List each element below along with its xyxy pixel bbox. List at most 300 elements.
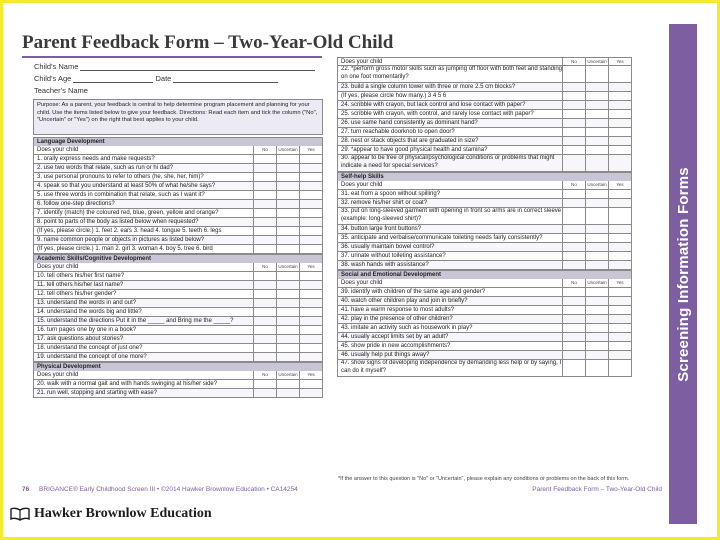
table-row [337, 92, 632, 101]
table-row [337, 110, 632, 119]
open-book-icon [10, 507, 30, 521]
table-row [33, 299, 323, 308]
checkbox-no[interactable] [253, 155, 276, 163]
checkbox-no[interactable] [253, 191, 276, 199]
table-row [337, 208, 632, 225]
child-age-label: Child's Age [34, 74, 72, 83]
item-text: 11. tell others his/her last name? [37, 282, 124, 288]
checkbox-no[interactable] [253, 272, 276, 280]
checkbox-yes[interactable] [608, 225, 631, 233]
checkbox-no[interactable] [562, 101, 585, 109]
table-row [337, 190, 632, 199]
item-text: 5. use three words in combination that relate, such as I want it? [37, 192, 205, 198]
item-text: 45. show pride in new accomplishments? [341, 343, 451, 349]
physical-rows [33, 380, 323, 398]
item-text: 44. usually accept limits set by an adult? [341, 334, 449, 340]
checkbox-no[interactable] [562, 252, 585, 260]
child-age-field[interactable] [73, 75, 153, 83]
brand-name: Hawker Brownlow Education [34, 506, 212, 521]
checkbox-no[interactable] [562, 297, 585, 305]
checkbox-yes[interactable] [299, 317, 322, 325]
column-header-does: Does your child [341, 280, 383, 286]
item-text: 24. scribble with crayon, but lack control and lose contact with paper? [341, 102, 526, 108]
checkbox-no[interactable] [562, 110, 585, 118]
table-row [33, 281, 323, 290]
checkbox-yes[interactable] [608, 155, 631, 171]
column-header-no: No [253, 263, 276, 271]
checkbox-uncertain[interactable] [585, 225, 608, 233]
checkbox-no[interactable] [562, 128, 585, 136]
column-header-does: Does your child [341, 59, 383, 65]
checkbox-no[interactable] [562, 342, 585, 350]
checkbox-yes[interactable] [608, 306, 631, 314]
checkbox-no[interactable] [253, 209, 276, 217]
checkbox-no[interactable] [253, 380, 276, 388]
physical-cont-rows [337, 66, 632, 172]
item-text: 3. use personal pronouns to refer to others (he, she, her, him)? [37, 174, 204, 180]
table-row [33, 164, 323, 173]
item-text: 14. understand the words big and little? [37, 309, 142, 315]
item-text: 15. understand the directions Put it in the _____ and Bring me the _____? [37, 318, 234, 324]
checkbox-uncertain[interactable] [585, 342, 608, 350]
column-header-yes: Yes [608, 58, 631, 65]
table-row [33, 218, 323, 227]
language-rows [33, 155, 323, 254]
item-text: (If yes, please circle.) 1. man 2. girl 3. woman 4. boy 5. tree 6. bird [37, 246, 213, 252]
item-text: 47. show signs of developing independence by demanding less help or by saying, I can do it myself? [341, 360, 562, 374]
checkbox-uncertain[interactable] [276, 209, 299, 217]
checkbox-no[interactable] [562, 225, 585, 233]
item-text: 25. scribble with crayon, with control, and rarely lose contact with paper? [341, 111, 534, 117]
item-text: 18. understand the concept of just one? [37, 345, 143, 351]
footer-form-name: Parent Feedback Form – Two-Year-Old Child [532, 486, 662, 493]
table-row [337, 234, 632, 243]
checkbox-uncertain[interactable] [585, 66, 608, 82]
checkbox-no[interactable] [562, 137, 585, 145]
table-row [337, 146, 632, 155]
checkbox-no[interactable] [253, 173, 276, 181]
checkbox-no[interactable] [562, 261, 585, 269]
checkbox-yes[interactable] [299, 227, 322, 235]
checkbox-yes[interactable] [299, 191, 322, 199]
social-rows [337, 288, 632, 377]
checkbox-no[interactable] [253, 227, 276, 235]
checkbox-uncertain[interactable] [585, 261, 608, 269]
checkbox-uncertain[interactable] [276, 155, 299, 163]
table-row [337, 360, 632, 377]
table-row [33, 290, 323, 299]
column-header-no: No [562, 181, 585, 189]
table-row [33, 182, 323, 191]
item-text: 26. use same hand consistently as dominant hand? [341, 120, 478, 126]
checkbox-no[interactable] [562, 199, 585, 207]
table-row [33, 155, 323, 164]
item-text: 6. follow one-step directions? [37, 201, 115, 207]
checkbox-yes[interactable] [608, 110, 631, 118]
checkbox-yes[interactable] [608, 137, 631, 145]
child-age-row [34, 74, 278, 83]
item-text: 36. usually maintain bowel control? [341, 244, 435, 250]
column-header-row [33, 371, 323, 380]
checkbox-no[interactable] [562, 119, 585, 127]
item-text: 7. identify (match) the coloured red, blue, green, yellow and orange? [37, 210, 219, 216]
checkbox-uncertain[interactable] [585, 155, 608, 171]
checkbox-yes[interactable] [299, 344, 322, 352]
checkbox-uncertain[interactable] [585, 306, 608, 314]
table-row [337, 225, 632, 234]
table-row [33, 209, 323, 218]
checkbox-no[interactable] [253, 308, 276, 316]
footnote: *If the answer to this question is "No" or "Uncertain", please explain any conditions or problems on the back of this form. [338, 476, 630, 482]
table-row [337, 199, 632, 208]
table-row [337, 101, 632, 110]
teacher-name-row [34, 86, 88, 95]
item-text: 21. run well, stopping and starting with ease? [37, 390, 158, 396]
table-row [337, 137, 632, 146]
checkbox-yes[interactable] [299, 236, 322, 244]
checkbox-uncertain[interactable] [276, 299, 299, 307]
item-text: (If yes, please circle how many.) 3 4 5 6 [341, 93, 447, 99]
checkbox-no[interactable] [562, 190, 585, 198]
checkbox-no[interactable] [562, 351, 585, 359]
checkbox-uncertain[interactable] [276, 173, 299, 181]
checkbox-yes[interactable] [608, 146, 631, 154]
checkbox-yes[interactable] [608, 199, 631, 207]
checkbox-yes[interactable] [608, 119, 631, 127]
table-row [33, 272, 323, 281]
checkbox-no[interactable] [562, 333, 585, 341]
checkbox-yes[interactable] [608, 66, 631, 82]
checkbox-uncertain[interactable] [276, 218, 299, 226]
checkbox-uncertain[interactable] [585, 243, 608, 251]
publisher-line: BRIGANCE® Early Childhood Screen III • ©2014 Hawker Brownlow Education • CA14254 [39, 486, 298, 493]
checkbox-no[interactable] [562, 66, 585, 82]
checkbox-no[interactable] [253, 236, 276, 244]
checkbox-uncertain[interactable] [585, 110, 608, 118]
checkbox-yes[interactable] [608, 360, 631, 376]
checkbox-no[interactable] [562, 208, 585, 224]
column-header-row [337, 57, 632, 66]
checkbox-uncertain[interactable] [585, 360, 608, 376]
item-text: 19. understand the concept of one more? [37, 354, 147, 360]
checkbox-no[interactable] [562, 306, 585, 314]
checkbox-no[interactable] [562, 288, 585, 296]
checkbox-yes[interactable] [608, 252, 631, 260]
checkbox-uncertain[interactable] [585, 351, 608, 359]
item-text: 13. understand the words in and out? [37, 300, 137, 306]
checkbox-uncertain[interactable] [276, 272, 299, 280]
table-row [33, 380, 323, 389]
table-row [33, 173, 323, 182]
checkbox-no[interactable] [562, 360, 585, 376]
selfhelp-rows [337, 190, 632, 270]
left-column [33, 137, 323, 398]
item-text: 39. identify with children of the same age and gender? [341, 289, 486, 295]
table-row [33, 245, 323, 254]
checkbox-no[interactable] [253, 164, 276, 172]
checkbox-yes[interactable] [299, 245, 322, 253]
column-header-uncertain: Uncertain [276, 146, 299, 154]
checkbox-yes[interactable] [608, 342, 631, 350]
table-row [33, 353, 323, 362]
checkbox-yes[interactable] [299, 353, 322, 361]
table-row [337, 288, 632, 297]
checkbox-uncertain[interactable] [276, 326, 299, 334]
checkbox-yes[interactable] [299, 218, 322, 226]
item-text: 16. turn pages one by one in a book? [37, 327, 137, 333]
table-row [337, 155, 632, 172]
checkbox-uncertain[interactable] [276, 200, 299, 208]
checkbox-yes[interactable] [608, 208, 631, 224]
checkbox-yes[interactable] [608, 324, 631, 332]
child-name-label: Child's Name [34, 62, 79, 71]
table-row [337, 333, 632, 342]
checkbox-no[interactable] [562, 155, 585, 171]
checkbox-no[interactable] [562, 146, 585, 154]
table-row [337, 315, 632, 324]
checkbox-yes[interactable] [608, 83, 631, 91]
checkbox-uncertain[interactable] [276, 389, 299, 397]
checkbox-no[interactable] [562, 92, 585, 100]
item-text: 35. anticipate and verbalise/communicate toileting needs fairly consistently? [341, 235, 543, 241]
date-field[interactable] [173, 75, 278, 83]
item-text: 41. have a warm response to most adults? [341, 307, 455, 313]
checkbox-uncertain[interactable] [585, 252, 608, 260]
checkbox-no[interactable] [253, 245, 276, 253]
checkbox-no[interactable] [253, 326, 276, 334]
checkbox-uncertain[interactable] [585, 234, 608, 242]
checkbox-uncertain[interactable] [585, 333, 608, 341]
item-text: 32. remove his/her shirt or coat? [341, 200, 428, 206]
column-header-row [33, 146, 323, 155]
child-name-field[interactable] [80, 63, 315, 71]
table-row [33, 344, 323, 353]
item-text: 43. imitate an activity such as housework in play? [341, 325, 473, 331]
checkbox-no[interactable] [253, 281, 276, 289]
column-header-no: No [253, 146, 276, 154]
column-header-yes: Yes [299, 371, 322, 379]
column-header-does: Does your child [37, 147, 79, 153]
checkbox-uncertain[interactable] [276, 344, 299, 352]
table-row [337, 83, 632, 92]
item-text: 20. walk with a normal gait and with hands swinging at his/her side? [37, 381, 218, 387]
checkbox-yes[interactable] [608, 315, 631, 323]
table-row [337, 342, 632, 351]
checkbox-uncertain[interactable] [585, 146, 608, 154]
table-row [337, 243, 632, 252]
column-header-no: No [253, 371, 276, 379]
checkbox-yes[interactable] [608, 351, 631, 359]
checkbox-uncertain[interactable] [585, 101, 608, 109]
checkbox-yes[interactable] [299, 182, 322, 190]
checkbox-no[interactable] [562, 324, 585, 332]
checkbox-uncertain[interactable] [585, 83, 608, 91]
checkbox-yes[interactable] [299, 164, 322, 172]
checkbox-uncertain[interactable] [276, 380, 299, 388]
checkbox-yes[interactable] [608, 190, 631, 198]
checkbox-uncertain[interactable] [585, 190, 608, 198]
item-text: 31. eat from a spoon without spilling? [341, 191, 441, 197]
checkbox-yes[interactable] [299, 308, 322, 316]
checkbox-uncertain[interactable] [585, 324, 608, 332]
checkbox-yes[interactable] [299, 326, 322, 334]
table-row [33, 200, 323, 209]
checkbox-no[interactable] [253, 290, 276, 298]
checkbox-uncertain[interactable] [585, 297, 608, 305]
checkbox-yes[interactable] [608, 297, 631, 305]
checkbox-uncertain[interactable] [585, 208, 608, 224]
checkbox-yes[interactable] [299, 209, 322, 217]
column-header-does: Does your child [341, 182, 383, 188]
checkbox-uncertain[interactable] [276, 245, 299, 253]
checkbox-uncertain[interactable] [276, 281, 299, 289]
item-text: 10. tell others his/her first name? [37, 273, 125, 279]
checkbox-yes[interactable] [299, 380, 322, 388]
checkbox-yes[interactable] [608, 288, 631, 296]
checkbox-uncertain[interactable] [585, 119, 608, 127]
column-header-yes: Yes [608, 279, 631, 287]
item-text: 1. orally express needs and make requests? [37, 156, 155, 162]
table-row [33, 191, 323, 200]
column-header-uncertain: Uncertain [585, 181, 608, 189]
side-tab-label: Screening Information Forms [674, 166, 692, 382]
column-header-does: Does your child [37, 264, 79, 270]
checkbox-uncertain[interactable] [276, 335, 299, 343]
checkbox-uncertain[interactable] [276, 290, 299, 298]
section-heading: Physical Development [33, 362, 323, 371]
section-heading: Social and Emotional Development [337, 270, 632, 279]
checkbox-uncertain[interactable] [276, 308, 299, 316]
checkbox-yes[interactable] [299, 335, 322, 343]
checkbox-uncertain[interactable] [276, 353, 299, 361]
checkbox-uncertain[interactable] [585, 137, 608, 145]
item-text: 23. build a single column tower with three or more 2.5 cm blocks? [341, 84, 516, 90]
checkbox-no[interactable] [562, 315, 585, 323]
purpose-box: Purpose: As a parent, your feedback is central to help determine program placement and planning for your child. Use the items listed below to give your feedback. Directions: Read each item and tick the column ("No", "Uncertain" or "Yes") on the right that best applies to your child. [33, 99, 323, 135]
item-text: 28. nest or stack objects that are graduated in size? [341, 138, 479, 144]
checkbox-yes[interactable] [299, 389, 322, 397]
title-rule [22, 56, 322, 58]
item-text: 27. turn reachable doorknob to open door? [341, 129, 455, 135]
table-row [337, 306, 632, 315]
checkbox-yes[interactable] [299, 155, 322, 163]
item-text: 9. name common people or objects in pictures as listed below? [37, 237, 205, 243]
checkbox-no[interactable] [562, 83, 585, 91]
table-row [337, 128, 632, 137]
checkbox-yes[interactable] [299, 272, 322, 280]
checkbox-uncertain[interactable] [276, 164, 299, 172]
item-text: 22. *perform gross motor skills such as jumping off floor with both feet and standing on one foot momentarily? [341, 66, 562, 80]
right-column [337, 57, 632, 377]
item-text: 38. wash hands with assistance? [341, 262, 429, 268]
checkbox-uncertain[interactable] [585, 92, 608, 100]
column-header-row [337, 279, 632, 288]
item-text: 40. watch other children play and join in briefly? [341, 298, 468, 304]
checkbox-uncertain[interactable] [276, 317, 299, 325]
table-row [337, 297, 632, 306]
item-text: 30. appear to be free of physical/psychological conditions or problems that might indicate a need for special services? [341, 155, 555, 169]
item-text: 12. tell others his/her gender? [37, 291, 117, 297]
checkbox-uncertain[interactable] [276, 182, 299, 190]
item-text: 4. speak so that you understand at least 50% of what he/she says? [37, 183, 216, 189]
item-text: 29. *appear to have good physical health and stamina? [341, 147, 488, 153]
table-row [337, 252, 632, 261]
brand-logo [10, 506, 212, 522]
checkbox-no[interactable] [253, 389, 276, 397]
checkbox-yes[interactable] [608, 333, 631, 341]
checkbox-uncertain[interactable] [276, 227, 299, 235]
checkbox-no[interactable] [253, 353, 276, 361]
column-header-no: No [562, 58, 585, 65]
teacher-name-label: Teacher's Name [34, 86, 88, 95]
checkbox-yes[interactable] [299, 299, 322, 307]
item-text: 46. usually help put things away? [341, 352, 430, 358]
date-label: Date [155, 74, 172, 83]
table-row [33, 389, 323, 398]
checkbox-yes[interactable] [608, 234, 631, 242]
column-header-does: Does your child [37, 372, 79, 378]
page-number: 76 [22, 486, 30, 493]
checkbox-uncertain[interactable] [276, 191, 299, 199]
checkbox-no[interactable] [562, 234, 585, 242]
checkbox-yes[interactable] [299, 200, 322, 208]
checkbox-yes[interactable] [299, 281, 322, 289]
checkbox-yes[interactable] [608, 101, 631, 109]
checkbox-uncertain[interactable] [585, 315, 608, 323]
column-header-row [33, 263, 323, 272]
column-header-row [337, 181, 632, 190]
column-header-yes: Yes [608, 181, 631, 189]
section-heading: Self-help Skills [337, 172, 632, 181]
column-header-uncertain: Uncertain [276, 371, 299, 379]
checkbox-uncertain[interactable] [585, 288, 608, 296]
item-text: 34. button large front buttons? [341, 226, 422, 232]
checkbox-uncertain[interactable] [585, 199, 608, 207]
checkbox-no[interactable] [253, 299, 276, 307]
checkbox-no[interactable] [253, 317, 276, 325]
table-row [337, 66, 632, 83]
table-row [33, 326, 323, 335]
section-heading: Academic Skills/Cognitive Development [33, 254, 323, 263]
checkbox-no[interactable] [253, 200, 276, 208]
table-row [33, 335, 323, 344]
checkbox-no[interactable] [253, 218, 276, 226]
item-text: 33. put on long-sleeved garment with opening in front so arms are in correct sleeve (example: long-sleeved shirt)? [341, 208, 562, 222]
checkbox-no[interactable] [253, 335, 276, 343]
form-title: Parent Feedback Form – Two-Year-Old Child [22, 32, 394, 53]
checkbox-no[interactable] [253, 344, 276, 352]
column-header-uncertain: Uncertain [585, 58, 608, 65]
item-text: 8. point to parts of the body as listed below when requested? [37, 219, 199, 225]
item-text: 42. play in the presence of other children? [341, 316, 453, 322]
checkbox-yes[interactable] [299, 173, 322, 181]
checkbox-no[interactable] [562, 243, 585, 251]
checkbox-yes[interactable] [299, 290, 322, 298]
checkbox-yes[interactable] [608, 128, 631, 136]
checkbox-yes[interactable] [608, 243, 631, 251]
checkbox-uncertain[interactable] [276, 236, 299, 244]
checkbox-no[interactable] [253, 182, 276, 190]
column-header-uncertain: Uncertain [276, 263, 299, 271]
table-row [33, 317, 323, 326]
table-row [337, 351, 632, 360]
checkbox-uncertain[interactable] [585, 128, 608, 136]
table-row [337, 324, 632, 333]
academic-rows [33, 272, 323, 362]
table-row [33, 227, 323, 236]
checkbox-yes[interactable] [608, 261, 631, 269]
checkbox-yes[interactable] [608, 92, 631, 100]
